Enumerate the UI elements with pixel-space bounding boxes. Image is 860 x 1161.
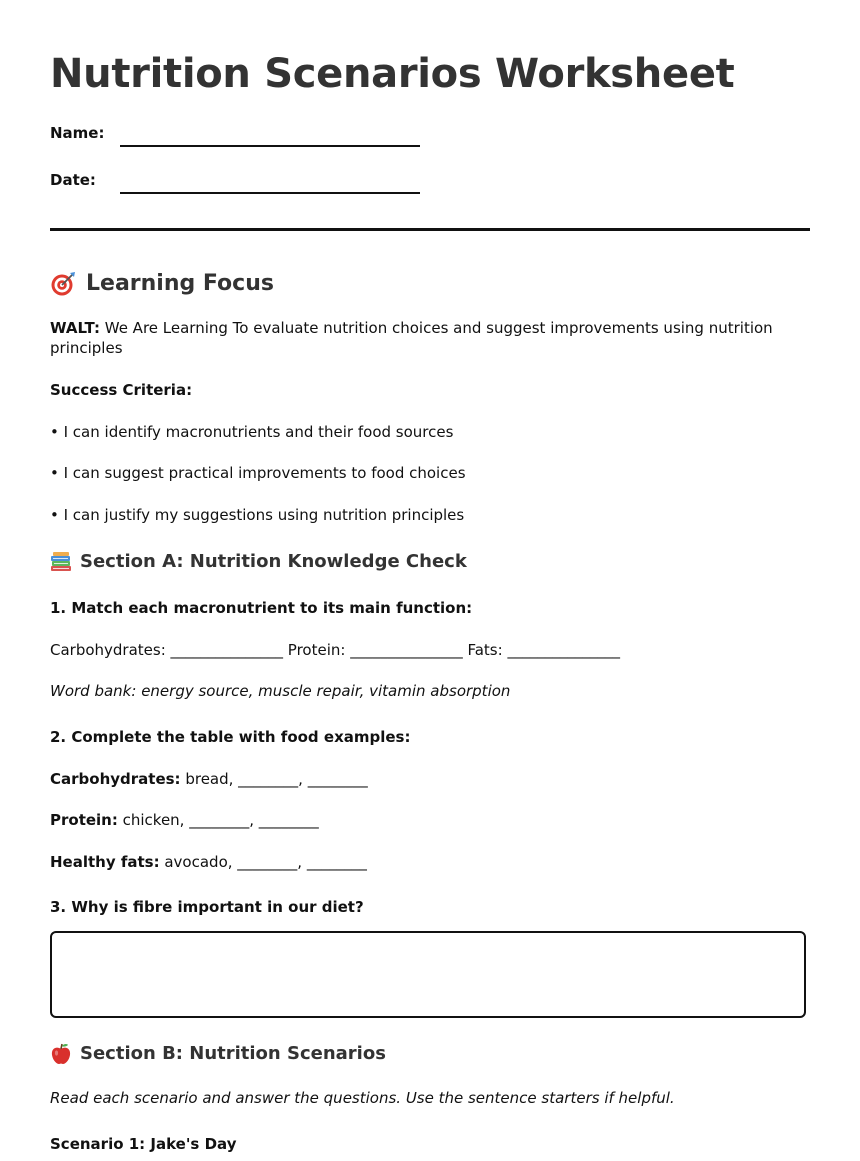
food-example-row[interactable] <box>50 852 810 872</box>
section-a-title: Section A: Nutrition Knowledge Check <box>80 551 467 572</box>
food-row-text: bread, ________, ________ <box>180 770 368 788</box>
question-2: 2. Complete the table with food examples: <box>50 728 411 746</box>
section-a-heading <box>50 550 810 574</box>
header-divider <box>50 228 810 231</box>
name-field[interactable] <box>120 121 420 147</box>
criteria-item: • I can suggest practical improvements to food choices <box>50 464 466 482</box>
walt-line <box>50 318 810 358</box>
section-b-instructions: Read each scenario and answer the questions. Use the sentence starters if helpful. <box>50 1089 675 1107</box>
word-bank: Word bank: energy source, muscle repair, vitamin absorption <box>50 682 511 700</box>
food-row-label: Protein: <box>50 811 118 829</box>
page-title: Nutrition Scenarios Worksheet <box>50 51 735 97</box>
question-1: 1. Match each macronutrient to its main function: <box>50 599 473 617</box>
books-icon <box>50 551 72 573</box>
name-label: Name: <box>50 124 105 142</box>
walt-label: WALT: <box>50 319 100 337</box>
question-3-answer-box[interactable] <box>50 931 806 1018</box>
date-field[interactable] <box>120 168 420 194</box>
section-b-title: Section B: Nutrition Scenarios <box>80 1043 386 1064</box>
date-label: Date: <box>50 171 96 189</box>
criteria-item: • I can justify my suggestions using nutrition principles <box>50 506 465 524</box>
criteria-item: • I can identify macronutrients and their food sources <box>50 423 454 441</box>
learning-focus-title: Learning Focus <box>86 271 274 296</box>
success-criteria-label: Success Criteria: <box>50 381 193 399</box>
food-example-row[interactable] <box>50 769 810 789</box>
walt-text: We Are Learning To evaluate nutrition choices and suggest improvements using nutrition principles <box>50 319 773 357</box>
food-example-row[interactable] <box>50 810 810 830</box>
question-3: 3. Why is fibre important in our diet? <box>50 898 364 916</box>
target-icon <box>50 271 76 297</box>
name-field-row <box>50 117 810 143</box>
scenario-1-title: Scenario 1: Jake's Day <box>50 1135 237 1153</box>
apple-icon <box>50 1043 72 1065</box>
food-row-label: Healthy fats: <box>50 853 160 871</box>
date-field-row <box>50 164 810 190</box>
learning-focus-heading <box>50 270 810 298</box>
food-row-text: avocado, ________, ________ <box>159 853 367 871</box>
section-b-heading <box>50 1042 810 1066</box>
food-row-label: Carbohydrates: <box>50 770 181 788</box>
question-1-answer-line[interactable]: Carbohydrates: _______________ Protein: _______________ Fats: _______________ <box>50 641 620 659</box>
food-row-text: chicken, ________, ________ <box>117 811 319 829</box>
